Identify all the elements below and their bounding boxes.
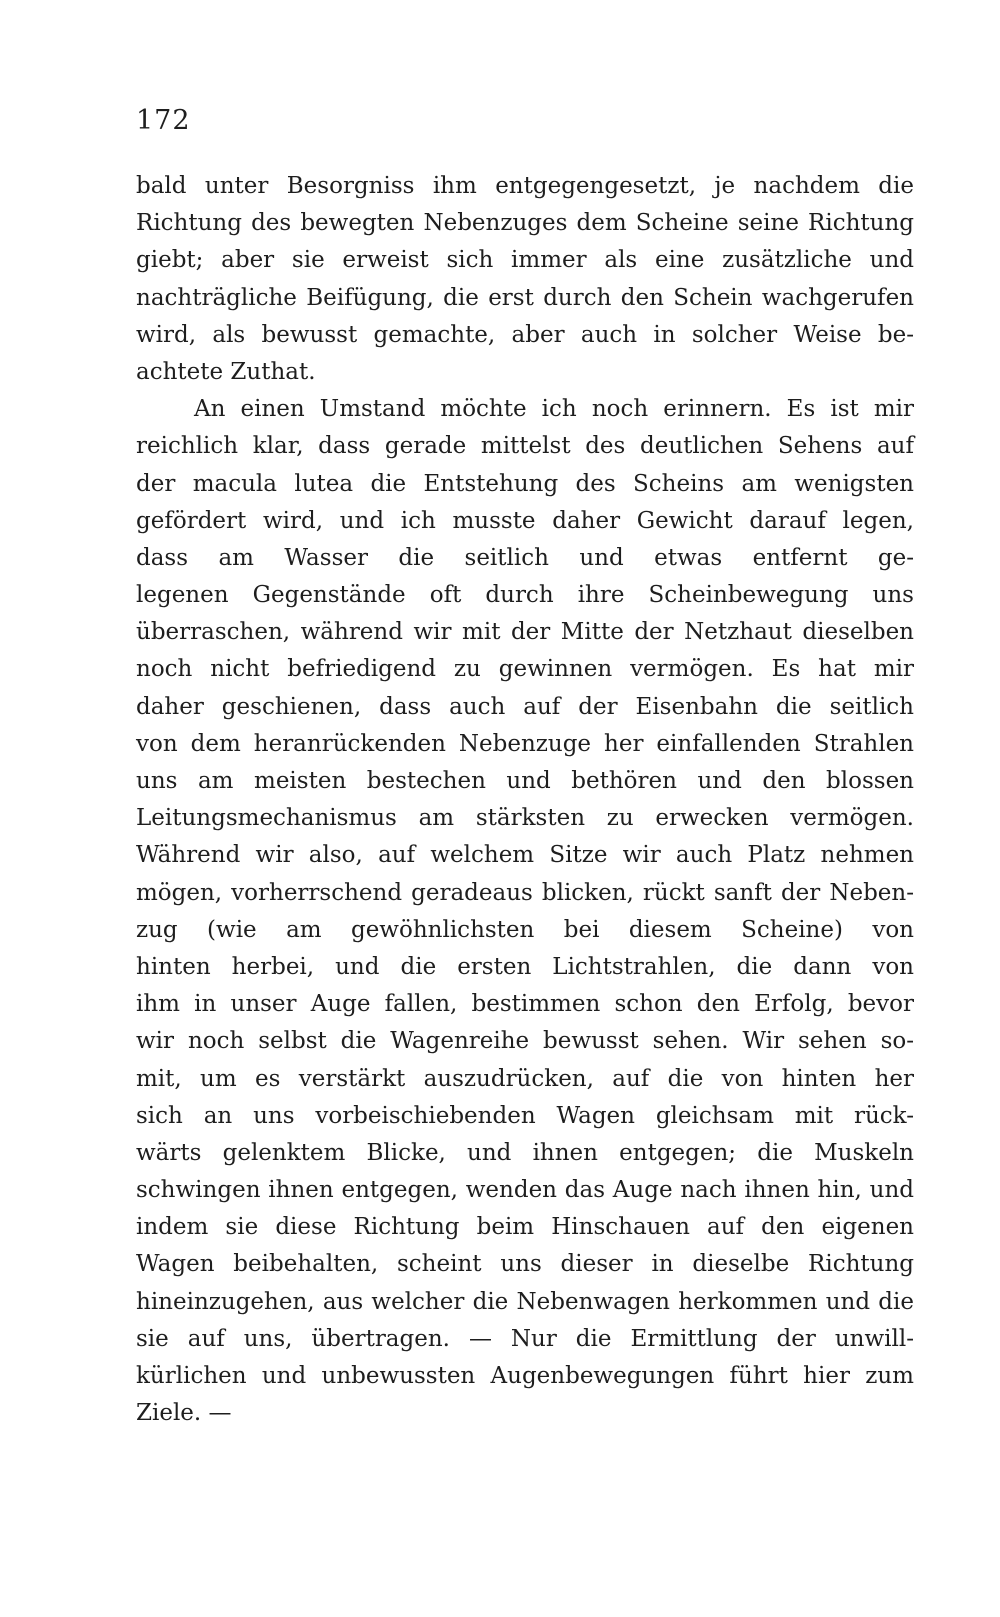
text-line: daher geschienen, dass auch auf der Eisenbahn die seitlich [136,693,914,720]
page-number: 172 [136,105,191,136]
text-line: giebt; aber sie erweist sich immer als eine zusätzliche und [136,247,914,274]
text-line: gefördert wird, und ich musste daher Gewicht darauf legen, [136,507,914,534]
text-line: dass am Wasser die seitlich und etwas entfernt ge- [136,544,914,571]
text-line: wird, als bewusst gemachte, aber auch in solcher Weise be- [136,321,914,348]
body-text [136,168,914,1432]
text-line: sich an uns vorbeischiebenden Wagen gleichsam mit rück- [136,1102,914,1129]
text-line: der macula lutea die Entstehung des Scheins am wenigsten [136,470,914,497]
text-line: sie auf uns, übertragen. — Nur die Ermittlung der unwill- [136,1325,914,1352]
text-line: kürlichen und unbewussten Augenbewegungen führt hier zum [136,1363,914,1389]
text-line: ihm in unser Auge fallen, bestimmen schon den Erfolg, bevor [136,991,914,1018]
text-line: Richtung des bewegten Nebenzuges dem Scheine seine Richtung [136,210,914,237]
text-line: Während wir also, auf welchem Sitze wir auch Platz nehmen [136,842,914,869]
text-line: zug (wie am gewöhnlichsten bei diesem Scheine) von [136,916,914,943]
text-line: legenen Gegenstände oft durch ihre Scheinbewegung uns [136,582,914,609]
text-line: nachträgliche Beifügung, die erst durch den Schein wachgerufen [136,284,914,311]
text-line: Leitungsmechanismus am stärksten zu erwecken vermögen. [136,805,914,832]
text-line: bald unter Besorgniss ihm entgegengesetzt, je nachdem die [136,173,914,199]
text-line: überraschen, während wir mit der Mitte der Netzhaut dieselben [136,619,914,646]
text-line: uns am meisten bestechen und bethören und den blossen [136,768,914,794]
text-line: schwingen ihnen entgegen, wenden das Auge nach ihnen hin, und [136,1177,914,1204]
text-line: Ziele. — [136,1400,232,1427]
text-line: Wagen beibehalten, scheint uns dieser in dieselbe Richtung [136,1251,914,1278]
text-line: An einen Umstand möchte ich noch erinnern. Es ist mir [194,396,914,423]
text-line: hineinzugehen, aus welcher die Nebenwagen herkommen und die [136,1288,914,1315]
text-line: wir noch selbst die Wagenreihe bewusst sehen. Wir sehen so- [136,1028,914,1055]
text-line: wärts gelenktem Blicke, und ihnen entgegen; die Muskeln [136,1139,914,1166]
text-line: noch nicht befriedigend zu gewinnen vermögen. Es hat mir [136,656,914,683]
text-line: indem sie diese Richtung beim Hinschauen auf den eigenen [136,1214,914,1241]
text-line: von dem heranrückenden Nebenzuge her einfallenden Strahlen [136,730,914,757]
text-line: hinten herbei, und die ersten Lichtstrahlen, die dann von [136,953,914,980]
text-line: reichlich klar, dass gerade mittelst des deutlichen Sehens auf [136,433,914,460]
text-line: mit, um es verstärkt auszudrücken, auf die von hinten her [136,1065,914,1092]
text-line: achtete Zuthat. [136,358,316,385]
text-line: mögen, vorherrschend geradeaus blicken, rückt sanft der Neben- [136,879,914,906]
